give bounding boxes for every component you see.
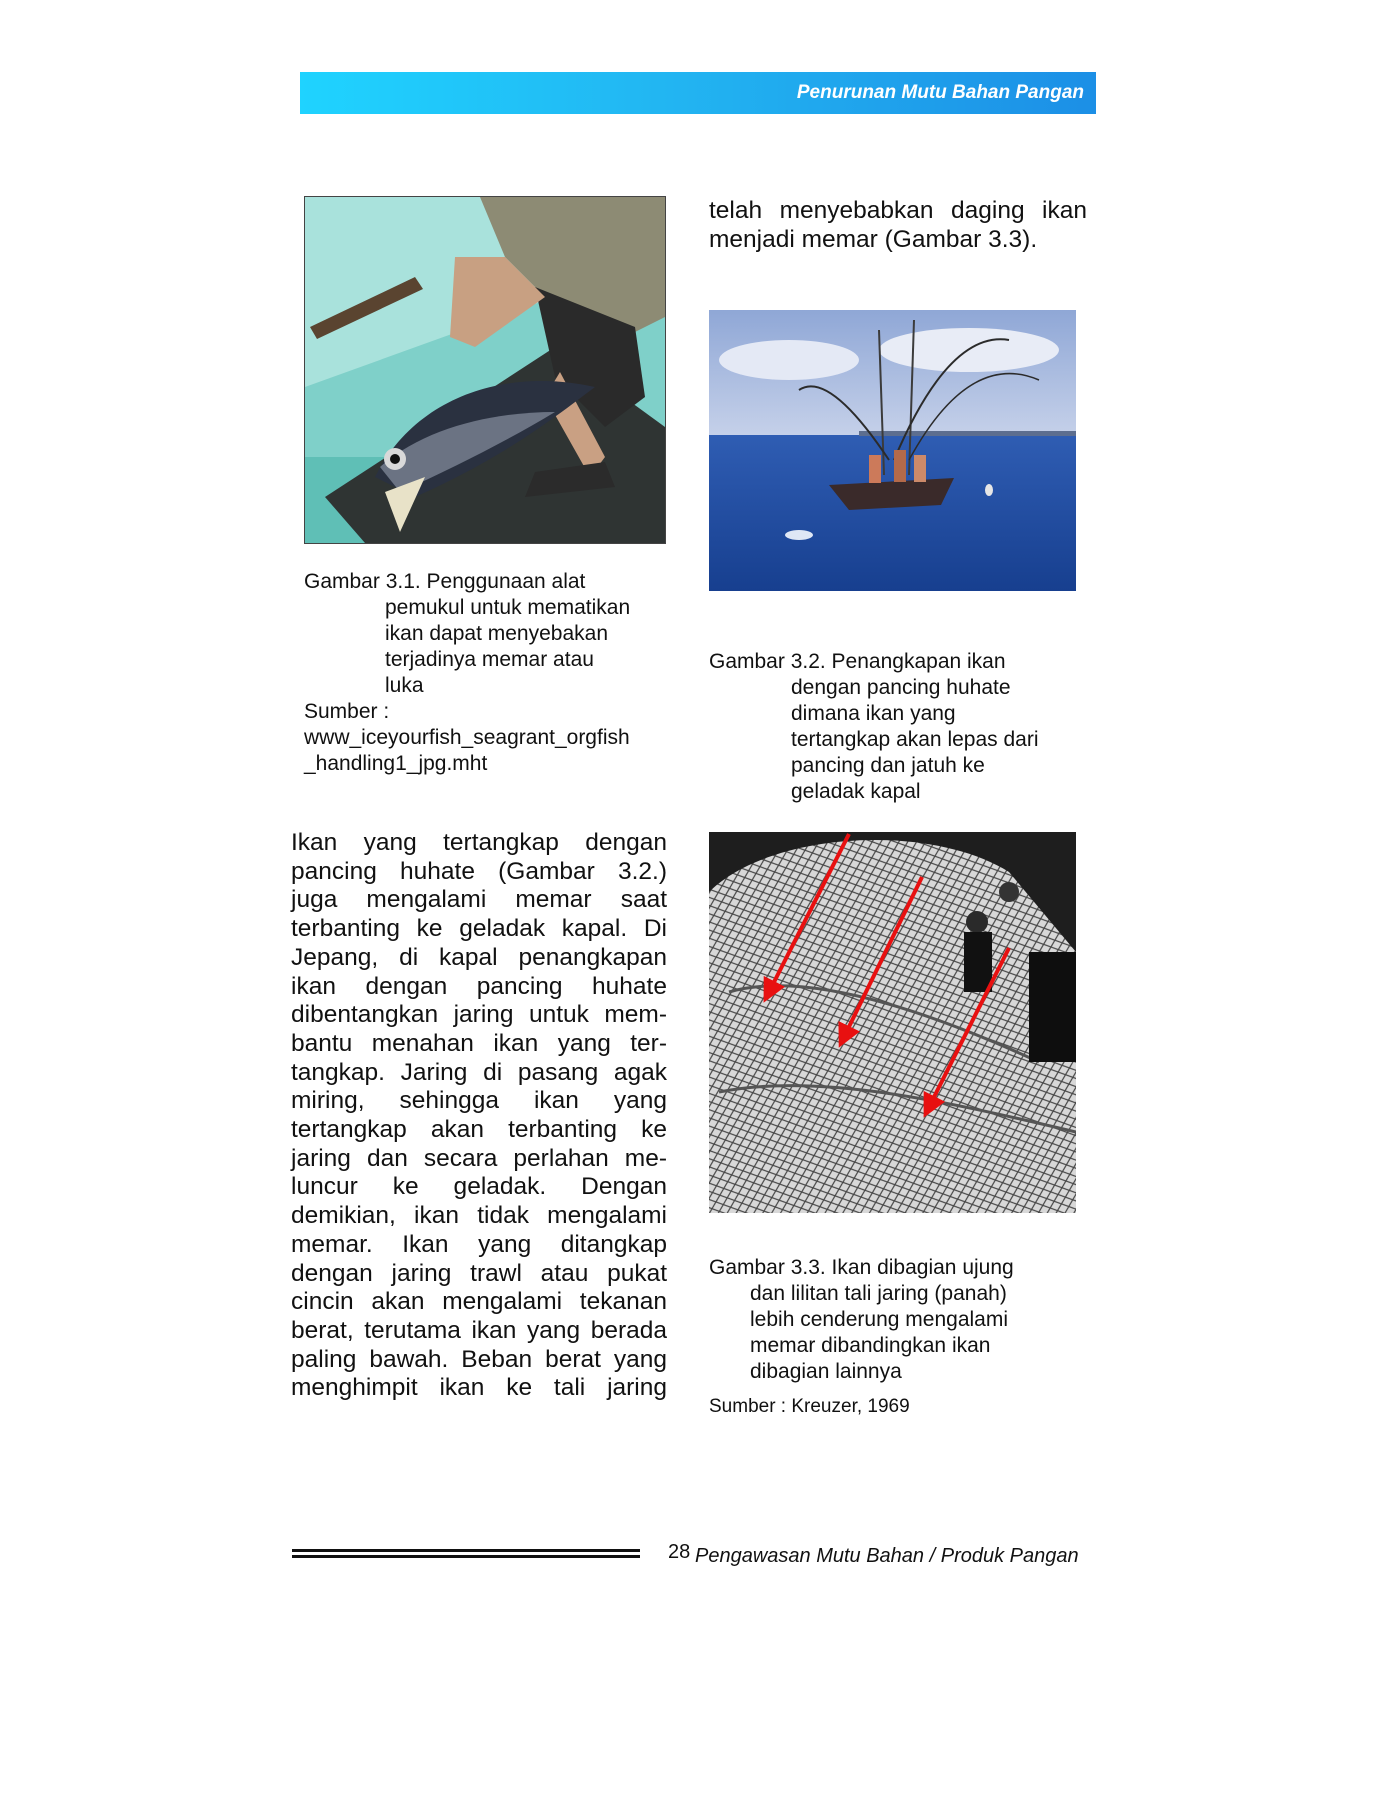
- caption-line: dibagian lainnya: [750, 1360, 902, 1383]
- paragraph-line: dibentangkan jaring untuk mem-: [291, 1001, 667, 1029]
- caption-line: luka: [385, 674, 424, 697]
- footer-title: Pengawasan Mutu Bahan / Produk Pangan: [695, 1545, 1079, 1567]
- paragraph-line: tertangkap akan terbanting ke: [291, 1116, 667, 1144]
- paragraph-line: Jepang, di kapal penangkapan: [291, 943, 667, 971]
- caption-line: pancing dan jatuh ke: [791, 754, 985, 777]
- paragraph-line: cincin akan mengalami tekanan: [291, 1288, 667, 1316]
- paragraph-line: demikian, ikan tidak mengalami: [291, 1202, 667, 1230]
- paragraph-line: menghimpit ikan ke tali jaring: [291, 1374, 667, 1402]
- figure-3-3-caption: [709, 1255, 1079, 1385]
- caption-line: memar dibandingkan ikan: [750, 1334, 991, 1357]
- paragraph-line: dengan jaring trawl atau pukat: [291, 1259, 667, 1287]
- paragraph-line: berat, terutama ikan yang berada: [291, 1316, 667, 1344]
- figure-3-2-photo: [709, 310, 1076, 591]
- paragraph-line: tangkap. Jaring di pasang agak: [291, 1058, 667, 1086]
- paragraph-line: memar. Ikan yang ditangkap: [291, 1230, 667, 1258]
- caption-lead: Gambar 3.1. Penggunaan alat: [304, 570, 586, 593]
- paragraph-line: jaring dan secara perlahan me-: [291, 1144, 667, 1172]
- paragraph-line: paling bawah. Beban berat yang: [291, 1345, 667, 1373]
- paragraph-line: pancing huhate (Gambar 3.2.): [291, 857, 667, 885]
- figure-3-3-source: Sumber : Kreuzer, 1969: [709, 1396, 910, 1417]
- caption-line: dimana ikan yang: [791, 702, 956, 725]
- paragraph-line: Ikan yang tertangkap dengan: [291, 829, 667, 856]
- paragraph-line: menjadi memar (Gambar 3.3).: [709, 225, 1038, 253]
- figure-3-2-caption: [709, 649, 1079, 805]
- caption-line: terjadinya memar atau: [385, 648, 594, 671]
- caption-line: pemukul untuk mematikan: [385, 596, 631, 619]
- caption-lead: Gambar 3.3. Ikan dibagian ujung: [709, 1256, 1014, 1279]
- caption-line: tertangkap akan lepas dari: [791, 728, 1039, 751]
- caption-line: ikan dapat menyebakan: [385, 622, 608, 645]
- figure-3-3-photo: [709, 832, 1076, 1213]
- header-bar: [300, 72, 1096, 114]
- footer-rule: [292, 1549, 640, 1559]
- caption-lead: Gambar 3.2. Penangkapan ikan: [709, 650, 1006, 673]
- paragraph-line: telah menyebabkan daging ikan: [709, 197, 1087, 224]
- paragraph-line: juga mengalami memar saat: [291, 886, 667, 914]
- page-number: 28: [668, 1541, 691, 1563]
- top-paragraph: [709, 197, 1087, 254]
- paragraph-line: miring, sehingga ikan yang: [291, 1087, 667, 1115]
- main-paragraph: [291, 829, 667, 1403]
- paragraph-line: bantu menahan ikan yang ter-: [291, 1029, 667, 1057]
- paragraph-line: terbanting ke geladak kapal. Di: [291, 915, 667, 943]
- paragraph-line: luncur ke geladak. Dengan: [291, 1173, 667, 1201]
- paragraph-line: ikan dengan pancing huhate: [291, 972, 667, 1000]
- figure-3-1-caption: [304, 569, 664, 777]
- source-line: www_iceyourfish_seagrant_orgfish: [304, 726, 630, 749]
- caption-line: lebih cenderung mengalami: [750, 1308, 1008, 1331]
- caption-line: geladak kapal: [791, 780, 921, 803]
- caption-line: dan lilitan tali jaring (panah): [750, 1282, 1007, 1305]
- source-line: _handling1_jpg.mht: [304, 752, 488, 775]
- figure-3-1-photo: [304, 196, 666, 544]
- header-title: Penurunan Mutu Bahan Pangan: [796, 82, 1084, 103]
- source-line: Sumber :: [304, 700, 390, 723]
- caption-line: dengan pancing huhate: [791, 676, 1011, 699]
